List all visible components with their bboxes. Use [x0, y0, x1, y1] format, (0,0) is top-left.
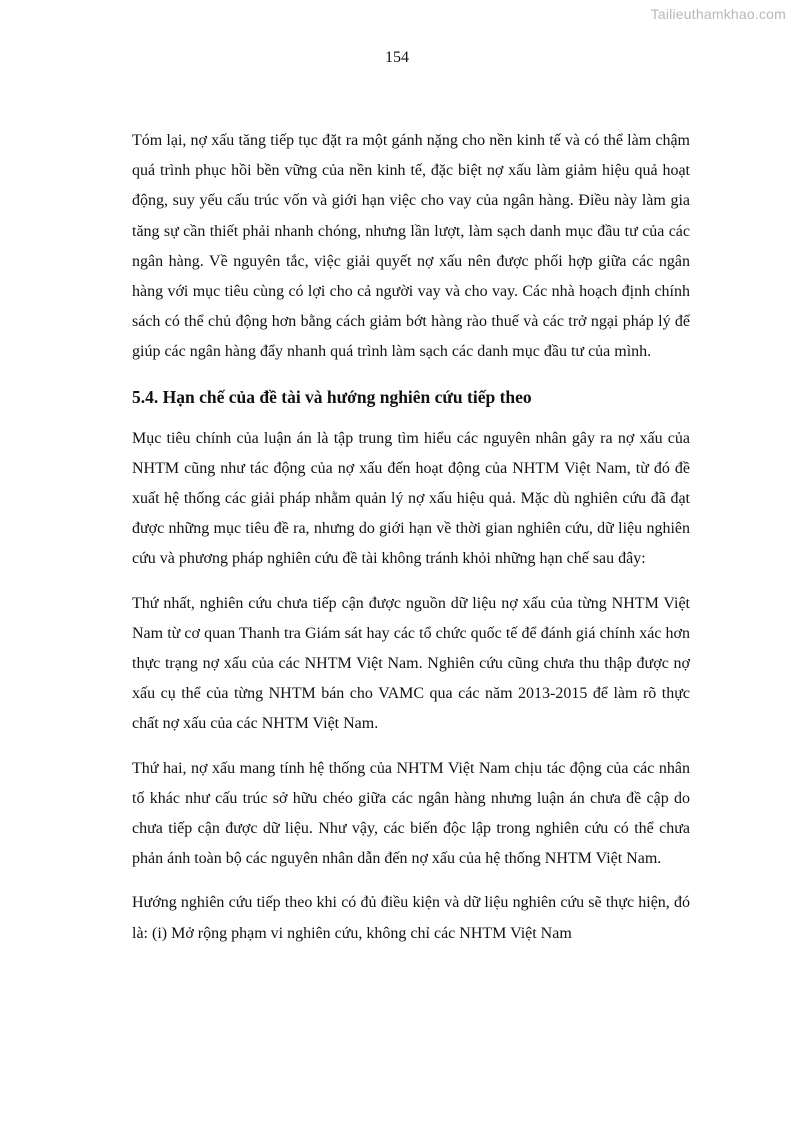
paragraph-objective: Mục tiêu chính của luận án là tập trung tìm hiểu các nguyên nhân gây ra nợ xấu của NHTM cũng như tác động của nợ xấu đến hoạt động của NHTM Việt Nam, từ đó đề xuất hệ thống các giải pháp nhằm quản lý nợ xấu hiệu quả. Mặc dù nghiên cứu đã đạt được những mục tiêu đề ra, nhưng do giới hạn về thời gian nghiên cứu, dữ liệu nghiên cứu và phương pháp nghiên cứu đề tài không tránh khỏi những hạn chế sau đây:: [132, 429, 690, 568]
document-body: [132, 126, 690, 963]
paragraph-limitation-second: Thứ hai, nợ xấu mang tính hệ thống của NHTM Việt Nam chịu tác động của các nhân tố khác như cấu trúc sở hữu chéo giữa các ngân hàng nhưng luận án chưa đề cập do chưa tiếp cận được dữ liệu. Như vậy, các biến độc lập trong nghiên cứu có thể chưa phản ánh toàn bộ các nguyên nhân dẫn đến nợ xấu của hệ thống NHTM Việt Nam.: [132, 759, 690, 868]
paragraph-future-research: Hướng nghiên cứu tiếp theo khi có đủ điều kiện và dữ liệu nghiên cứu sẽ thực hiện, đó là: (i) Mở rộng phạm vi nghiên cứu, không chỉ các NHTM Việt Nam: [132, 894, 690, 942]
paragraph-limitation-first: Thứ nhất, nghiên cứu chưa tiếp cận được nguồn dữ liệu nợ xấu của từng NHTM Việt Nam từ cơ quan Thanh tra Giám sát hay các tổ chức quốc tế để đánh giá chính xác hơn thực trạng nợ xấu của các NHTM Việt Nam. Nghiên cứu cũng chưa thu thập được nợ xấu cụ thể của từng NHTM bán cho VAMC qua các năm 2013-2015 để làm rõ thực chất nợ xấu của các NHTM Việt Nam.: [132, 594, 690, 733]
paragraph-summary: Tóm lại, nợ xấu tăng tiếp tục đặt ra một gánh nặng cho nền kinh tế và có thể làm chậm quá trình phục hồi bền vững của nền kinh tế, đặc biệt nợ xấu làm giảm hiệu quả hoạt động, suy yếu cấu trúc vốn và giới hạn việc cho vay của ngân hàng. Điều này làm gia tăng sự cần thiết phải nhanh chóng, nhưng lần lượt, làm sạch danh mục đầu tư của các ngân hàng. Về nguyên tắc, việc giải quyết nợ xấu nên được phối hợp giữa các ngân hàng với mục tiêu cùng có lợi cho cả người vay và cho vay. Các nhà hoạch định chính sách có thể chủ động hơn bằng cách giảm bớt hàng rào thuế và các trở ngại pháp lý để giúp các ngân hàng đẩy nhanh quá trình làm sạch các danh mục đầu tư của mình.: [132, 132, 690, 361]
watermark-text: Tailieuthamkhao.com: [650, 6, 786, 22]
page-number: 154: [385, 49, 409, 66]
section-heading: 5.4. Hạn chế của đề tài và hướng nghiên cứu tiếp theo: [132, 386, 532, 407]
